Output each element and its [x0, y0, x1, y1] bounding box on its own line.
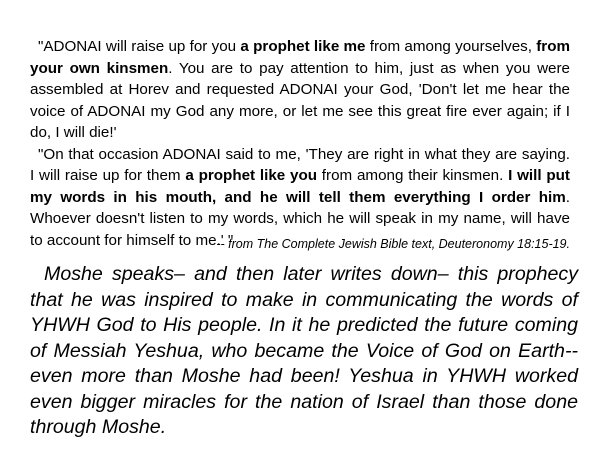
quote-text: from among their kinsmen. — [317, 167, 509, 184]
citation: -- from The Complete Jewish Bible text, Deuteronomy 18:15-19. — [216, 237, 570, 251]
quote-emphasis: a prophet like you — [185, 167, 318, 184]
quote-text: from among yourselves, — [365, 38, 537, 55]
quote-paragraph-1 — [30, 36, 570, 144]
quote-emphasis: a prophet like me — [240, 38, 366, 55]
quote-emphasis: from your own kinsmen — [30, 38, 570, 77]
quote-emphasis: I will put my words in his mouth, and he will tell them everything I order him — [30, 167, 570, 206]
quote-text: . Whoever doesn't listen to my words, which he will speak in my name, will have to account for himself to me.' " — [30, 188, 570, 249]
quote-text: "ADONAI will raise up for you — [38, 38, 241, 55]
scripture-quote — [30, 36, 570, 251]
quote-text: . You are to pay attention to him, just as when you were assembled at Horev and requested ADONAI your God, 'Don't let me hear the voice of ADONAI my God any more, or let me see this great fire ever again; if I do, I will die!' — [30, 59, 570, 141]
quote-paragraph-2 — [30, 144, 570, 252]
quote-text: "On that occasion ADONAI said to me, 'They are right in what they are saying. I will raise up for them — [30, 145, 570, 184]
commentary: Moshe speaks– and then later writes down– this prophecy that he was inspired to make in communicating the words of YHWH God to His people. In it he predicted the future coming of Messiah Yeshua, who became the Voice of God on Earth-- even more than Moshe had been! Yeshua in YHWH worked even bigger miracles for the nation of Israel than those done through Moshe. — [30, 263, 578, 438]
